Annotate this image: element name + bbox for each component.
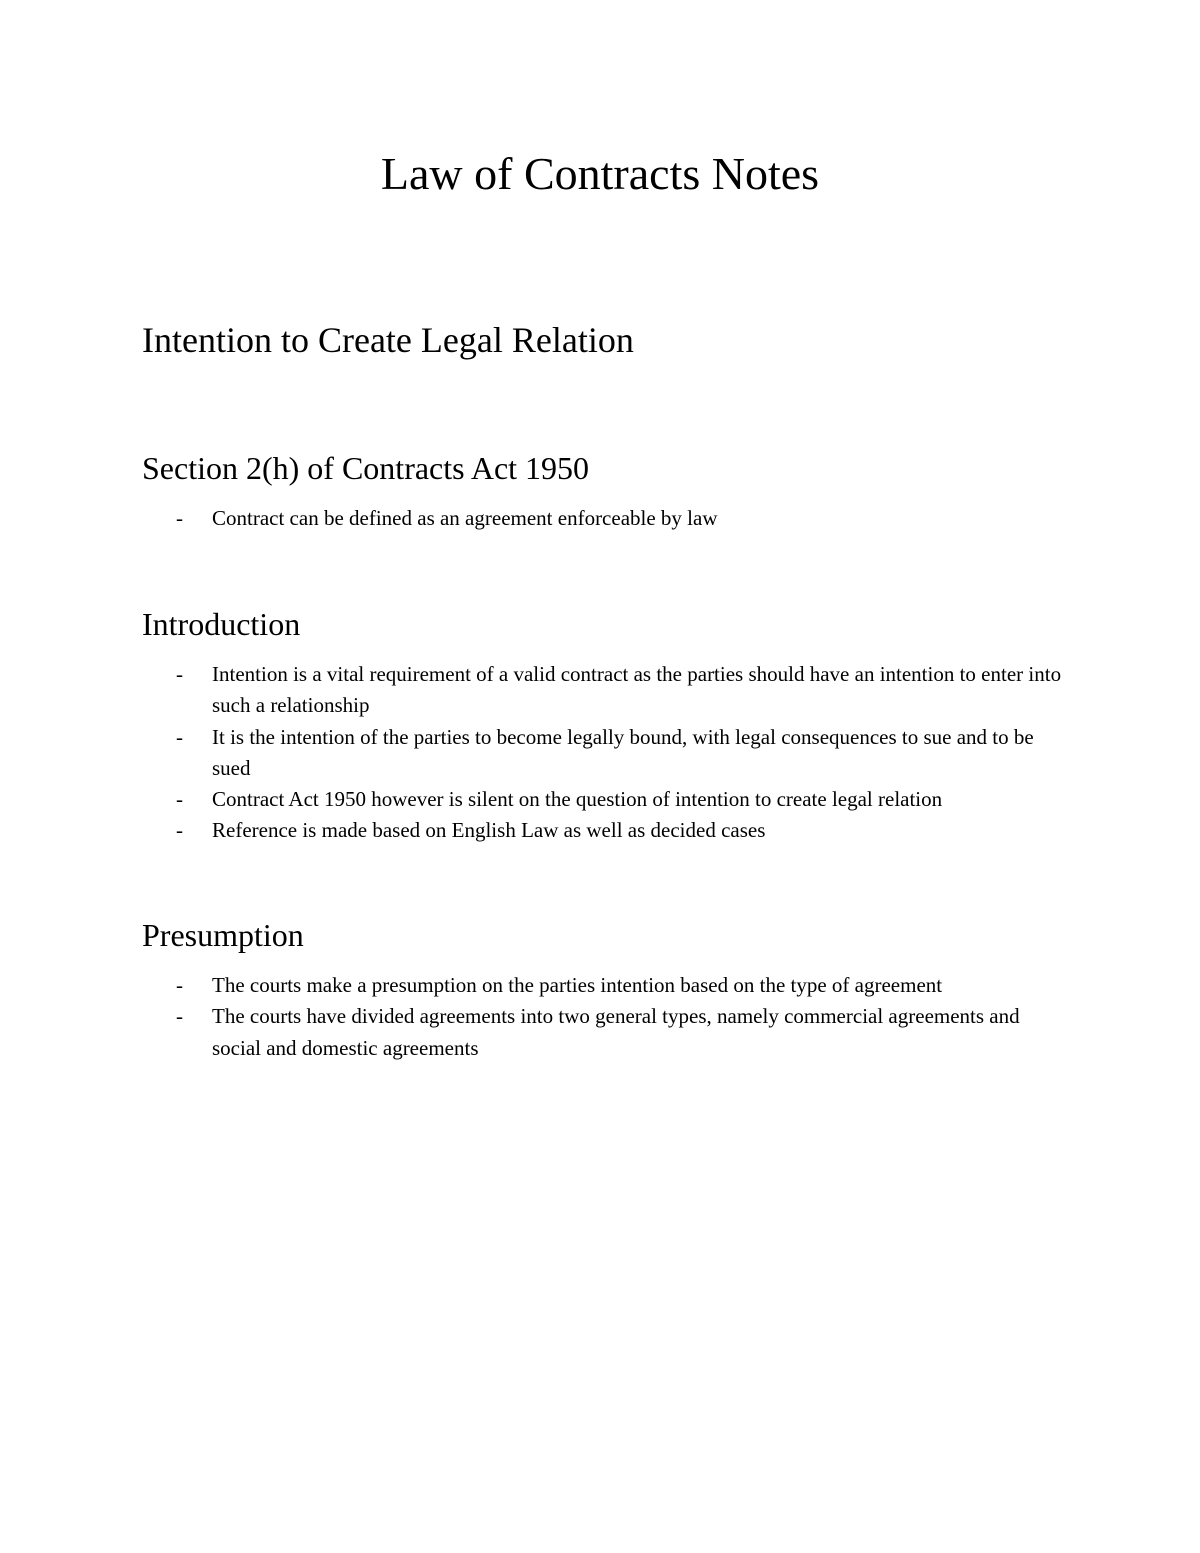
bullet-list-introduction (142, 659, 1062, 847)
bullet-dash: - (176, 818, 183, 843)
bullet-dash: - (176, 1004, 183, 1029)
list-item-text: It is the intention of the parties to become legally bound, with legal consequences to sue and to be sued (212, 724, 1034, 780)
list-item-text: The courts have divided agreements into two general types, namely commercial agreements and social and domestic agreements (212, 1004, 1020, 1060)
section-heading-presumption: Presumption (142, 917, 304, 953)
list-item (142, 1001, 1062, 1064)
bullet-dash: - (176, 973, 183, 997)
list-item (142, 659, 1062, 722)
main-heading: Intention to Create Legal Relation (142, 320, 634, 360)
list-item (142, 970, 1062, 1001)
list-item (142, 815, 1062, 846)
bullet-dash: - (176, 787, 183, 812)
list-item-text: The courts make a presumption on the parties intention based on the type of agreement (212, 973, 943, 997)
list-item-text: Reference is made based on English Law as well as decided cases (212, 818, 766, 843)
list-item (142, 503, 1062, 534)
bullet-list-section-2h (142, 503, 1062, 534)
document-title: Law of Contracts Notes (380, 148, 820, 199)
bullet-list-presumption (142, 970, 1062, 1064)
list-item (142, 784, 1062, 815)
bullet-dash: - (176, 506, 183, 530)
section-heading-introduction: Introduction (142, 606, 301, 642)
section-heading-section-2h: Section 2(h) of Contracts Act 1950 (142, 450, 590, 486)
list-item (142, 722, 1062, 785)
bullet-dash: - (176, 724, 183, 749)
list-item-text: Intention is a vital requirement of a valid contract as the parties should have an intention to enter into such a relationship (212, 662, 1062, 718)
list-item-text: Contract can be defined as an agreement enforceable by law (212, 506, 718, 530)
list-item-text: Contract Act 1950 however is silent on the question of intention to create legal relation (212, 787, 943, 812)
bullet-dash: - (176, 662, 183, 686)
